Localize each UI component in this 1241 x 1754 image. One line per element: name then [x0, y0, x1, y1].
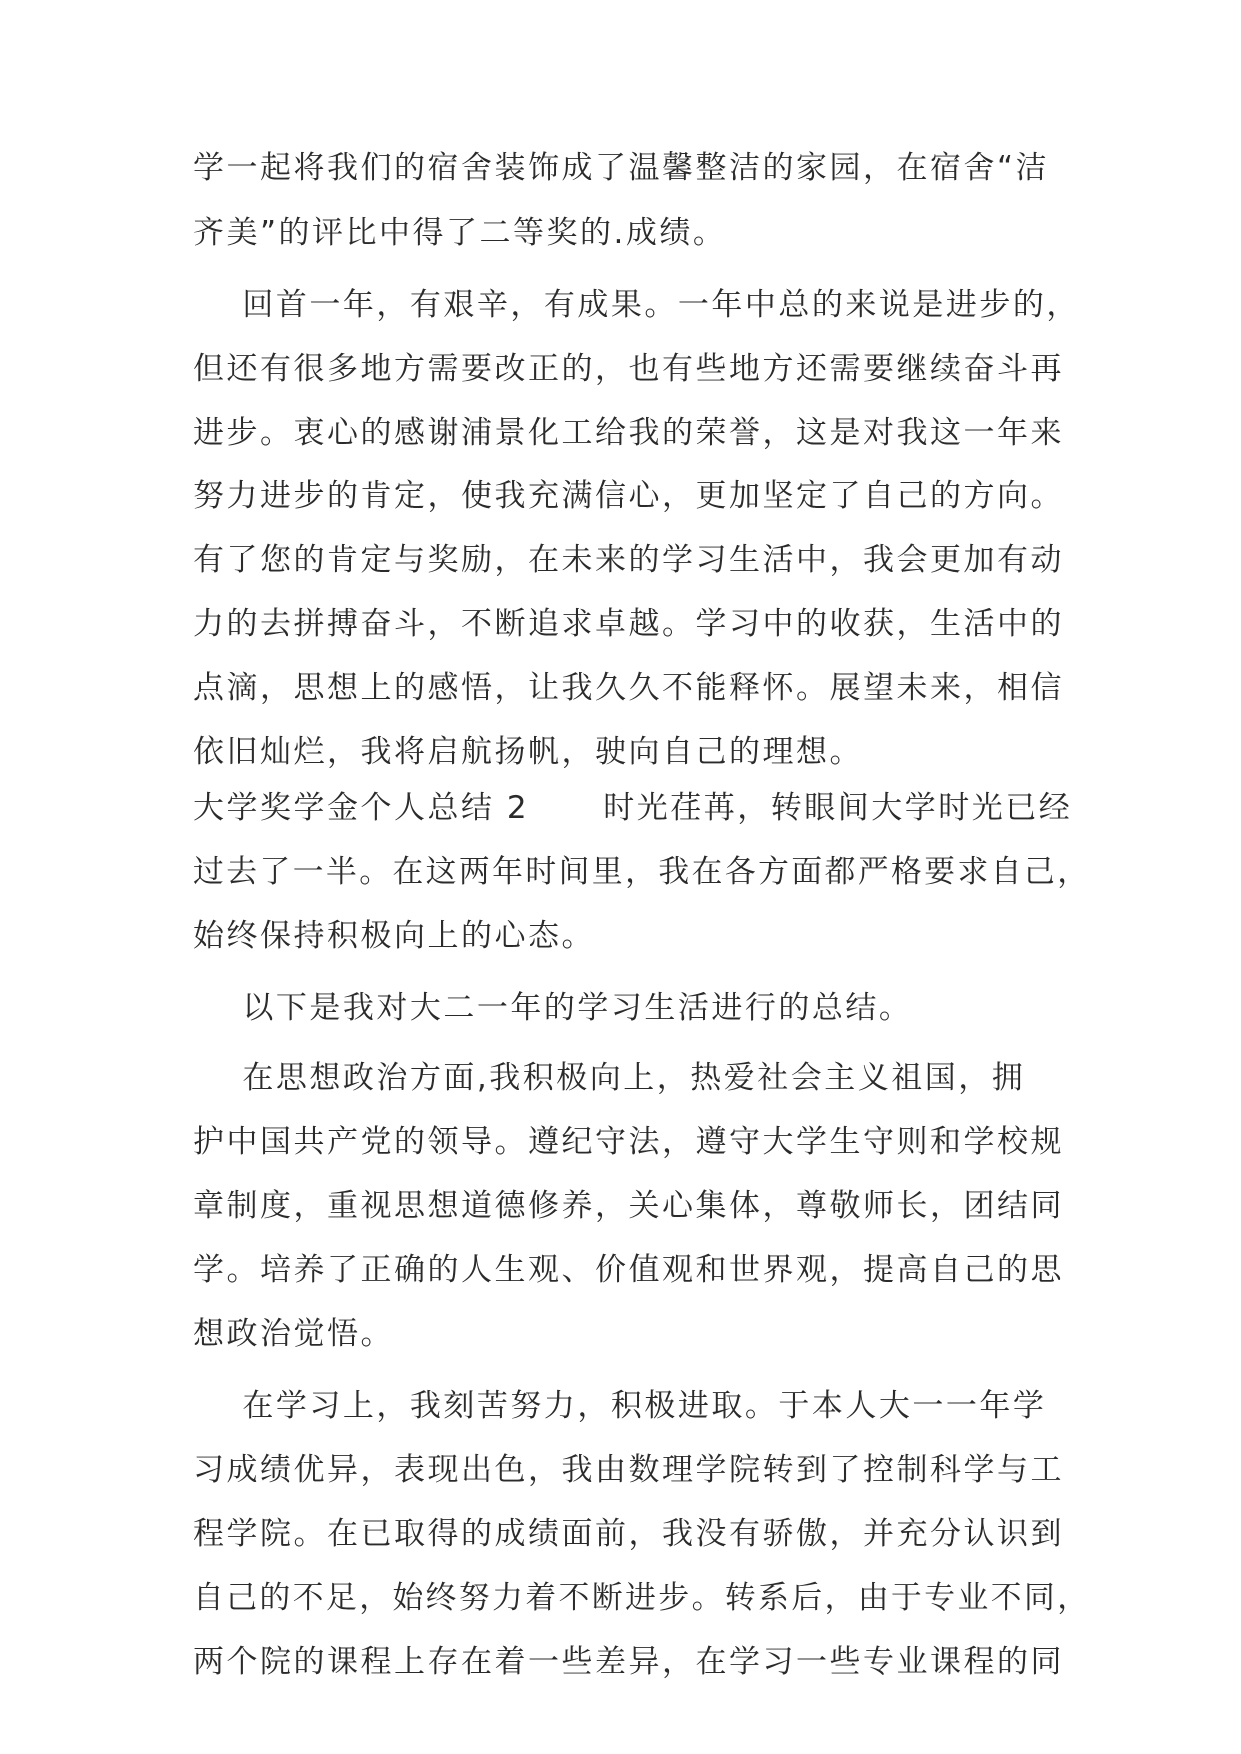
text-line: 章制度，重视思想道德修养，关心集体，尊敬师长，团结同 — [193, 1188, 1064, 1224]
text-line: 齐美”的评比中得了二等奖的.成绩。 — [193, 215, 727, 251]
text-line: 点滴，思想上的感悟，让我久久不能释怀。展望未来，相信 — [193, 670, 1064, 706]
text-line: 在思想政治方面,我积极向上，热爱社会主义祖国，拥 — [193, 1060, 1026, 1096]
text-line: 依旧灿烂，我将启航扬帆，驶向自己的理想。 — [193, 734, 863, 770]
text-line: 始终保持积极向上的心态。 — [193, 918, 595, 954]
text-line: 在学习上，我刻苦努力，积极进取。于本人大一一年学 — [193, 1388, 1047, 1424]
text-line: 程学院。在已取得的成绩面前，我没有骄傲，并充分认识到 — [193, 1516, 1064, 1552]
text-line: 自己的不足，始终努力着不断进步。转系后，由于专业不同， — [193, 1580, 1091, 1616]
text-line: 习成绩优异，表现出色，我由数理学院转到了控制科学与工 — [193, 1452, 1064, 1488]
text-line: 进步。衷心的感谢浦景化工给我的荣誉，这是对我这一年来 — [193, 415, 1064, 451]
text-line: 回首一年，有艰辛，有成果。一年中总的来说是进步的， — [193, 287, 1080, 323]
section-heading-line: 大学奖学金个人总结 2 时光荏苒，转眼间大学时光已经 — [193, 790, 1073, 826]
text-line: 想政治觉悟。 — [193, 1316, 394, 1352]
text-line: 但还有很多地方需要改正的，也有些地方还需要继续奋斗再 — [193, 351, 1064, 387]
text-line: 护中国共产党的领导。遵纪守法，遵守大学生守则和学校规 — [193, 1124, 1064, 1160]
text-line: 两个院的课程上存在着一些差异，在学习一些专业课程的同 — [193, 1644, 1064, 1680]
text-line: 过去了一半。在这两年时间里，我在各方面都严格要求自己， — [193, 854, 1091, 890]
text-line: 学一起将我们的宿舍装饰成了温馨整洁的家园，在宿舍“洁 — [193, 150, 1050, 186]
text-line: 以下是我对大二一年的学习生活进行的总结。 — [193, 990, 913, 1026]
text-line: 力的去拼搏奋斗，不断追求卓越。学习中的收获，生活中的 — [193, 606, 1064, 642]
text-line: 学。培养了正确的人生观、价值观和世界观，提高自己的思 — [193, 1252, 1064, 1288]
text-line: 有了您的肯定与奖励，在未来的学习生活中，我会更加有动 — [193, 542, 1064, 578]
text-line: 努力进步的肯定，使我充满信心，更加坚定了自己的方向。 — [193, 478, 1064, 514]
